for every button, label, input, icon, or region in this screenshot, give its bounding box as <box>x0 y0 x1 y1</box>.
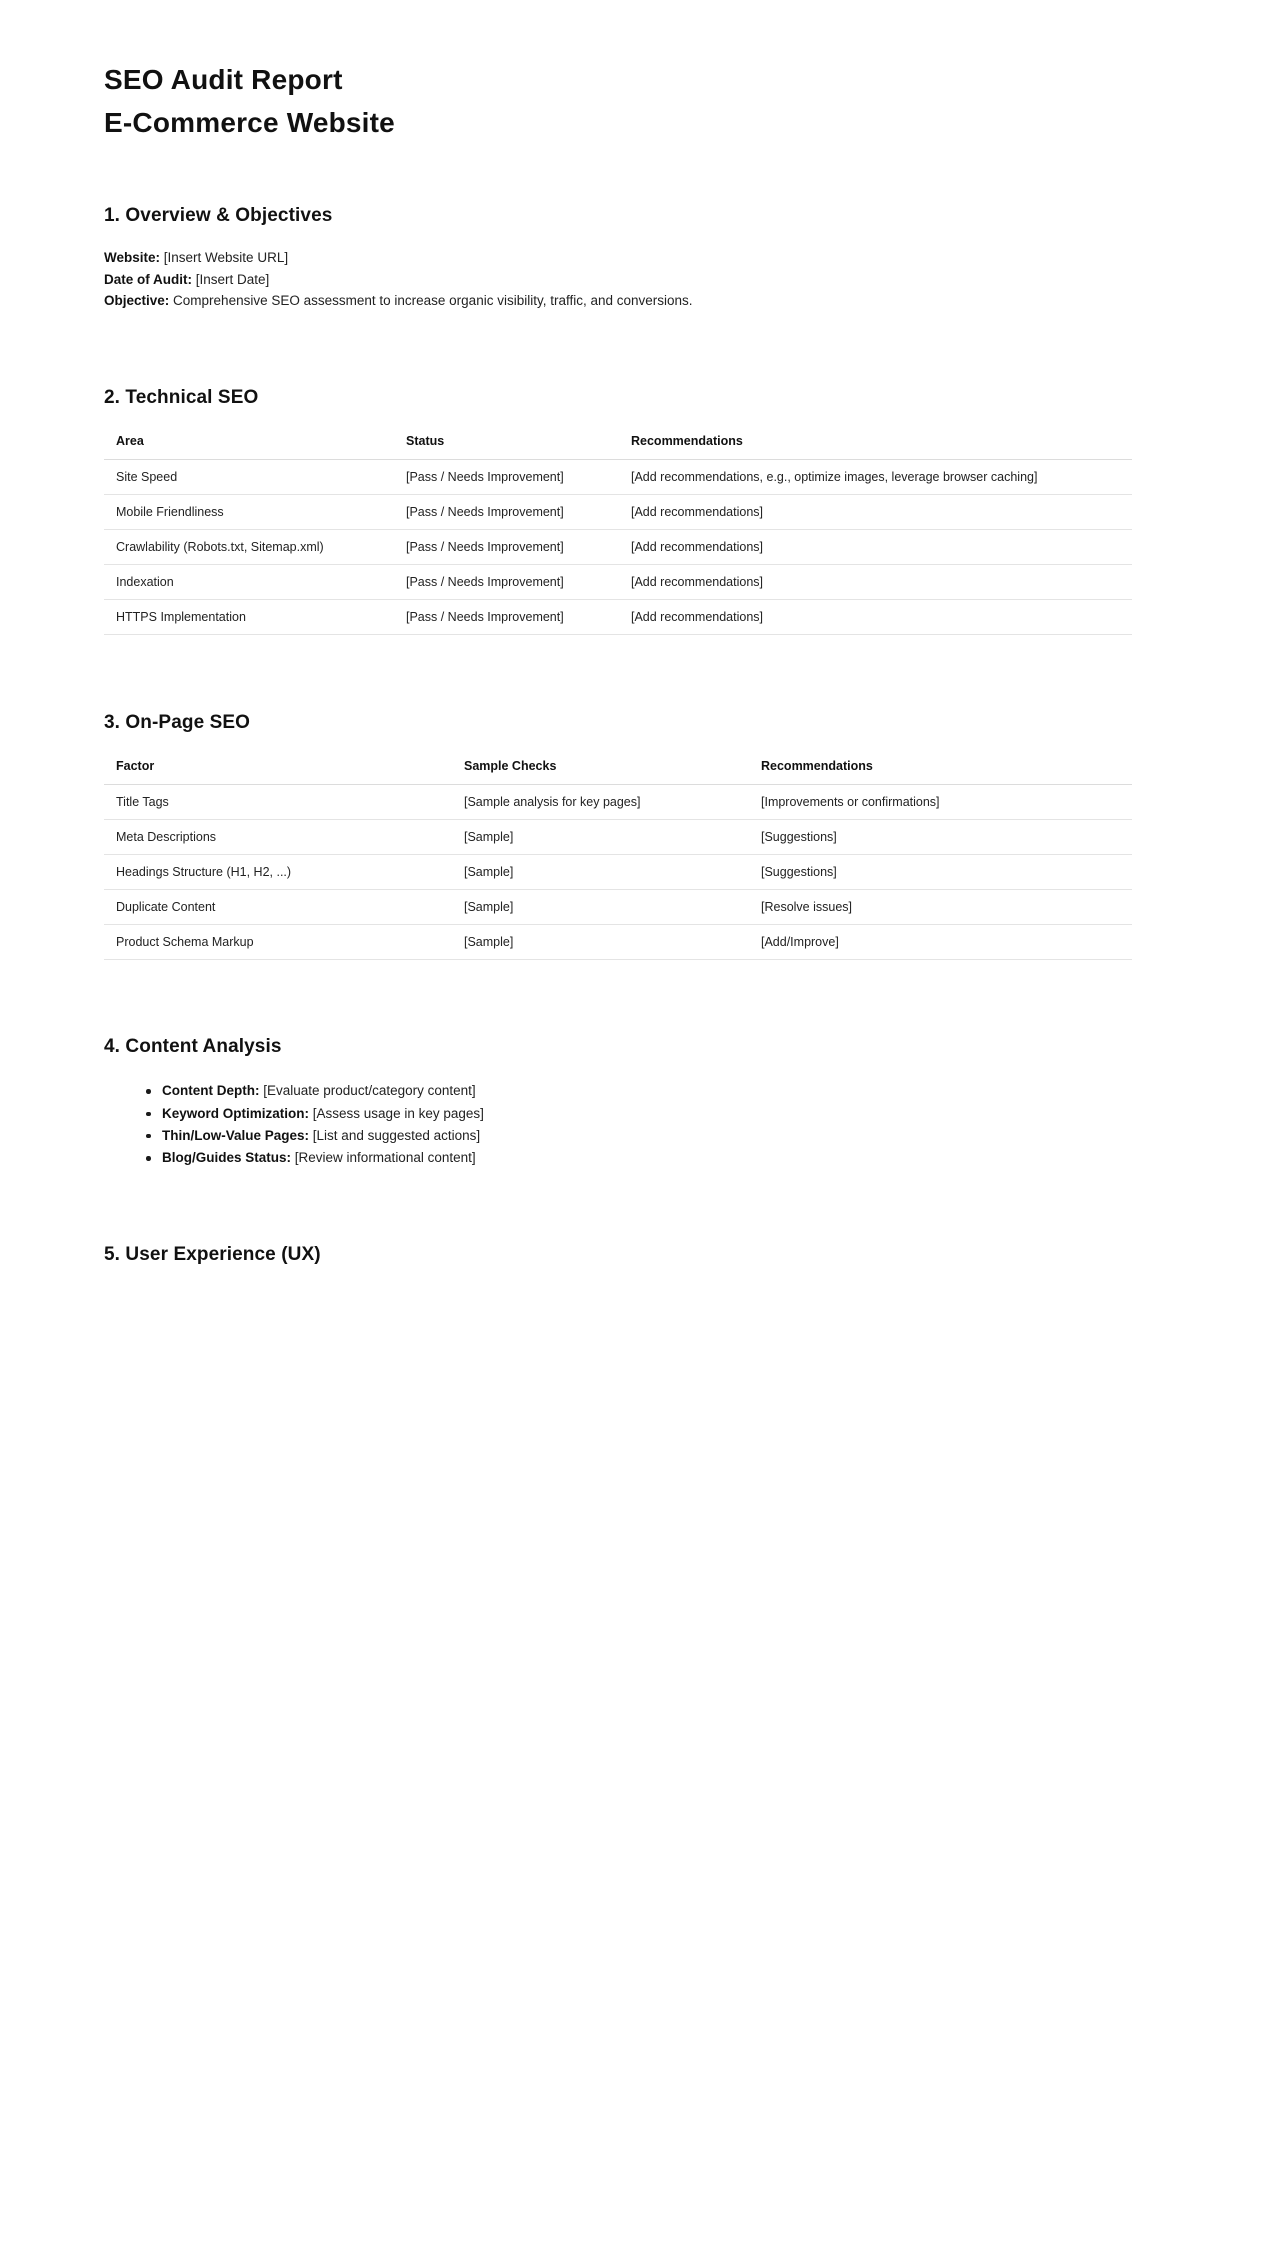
table-row <box>104 925 1132 960</box>
cell-area: Site Speed <box>104 460 394 495</box>
table-row <box>104 495 1132 530</box>
list-item-value: [List and suggested actions] <box>312 1127 481 1143</box>
overview-metadata <box>104 227 1154 313</box>
cell-factor: Meta Descriptions <box>104 820 452 855</box>
column-header-recommendations: Recommendations <box>749 759 1132 785</box>
table-header-row <box>104 434 1132 460</box>
section-heading-content-analysis: 4. Content Analysis <box>104 1036 282 1058</box>
table-row <box>104 600 1132 635</box>
metadata-label-date: Date of Audit: <box>104 271 192 287</box>
table-row <box>104 565 1132 600</box>
cell-area: Mobile Friendliness <box>104 495 394 530</box>
cell-recommendations: [Add recommendations, e.g., optimize images, leverage browser caching] <box>619 460 1132 495</box>
cell-status: [Pass / Needs Improvement] <box>394 460 619 495</box>
section-heading-user-experience: 5. User Experience (UX) <box>104 1244 321 1266</box>
document-title-line-1: SEO Audit Report <box>104 64 343 95</box>
table-row <box>104 530 1132 565</box>
cell-status: [Pass / Needs Improvement] <box>394 530 619 565</box>
table-row <box>104 820 1132 855</box>
list-item-label: Keyword Optimization: <box>162 1105 310 1121</box>
cell-recommendations: [Add recommendations] <box>619 565 1132 600</box>
table-row <box>104 890 1132 925</box>
section-heading-technical-seo: 2. Technical SEO <box>104 387 259 409</box>
list-item <box>146 1147 1154 1169</box>
cell-status: [Pass / Needs Improvement] <box>394 600 619 635</box>
on-page-seo-table-wrapper <box>104 734 1154 960</box>
cell-recommendations: [Add recommendations] <box>619 600 1132 635</box>
cell-area: Crawlability (Robots.txt, Sitemap.xml) <box>104 530 394 565</box>
metadata-row-objective <box>104 290 1154 312</box>
cell-sample-checks: [Sample] <box>452 890 749 925</box>
cell-status: [Pass / Needs Improvement] <box>394 495 619 530</box>
cell-sample-checks: [Sample analysis for key pages] <box>452 785 749 820</box>
cell-recommendations: [Add/Improve] <box>749 925 1132 960</box>
cell-area: HTTPS Implementation <box>104 600 394 635</box>
list-item <box>146 1125 1154 1147</box>
table-row <box>104 855 1132 890</box>
technical-seo-table-wrapper <box>104 409 1154 635</box>
cell-factor: Title Tags <box>104 785 452 820</box>
section-user-experience <box>104 1169 1154 1266</box>
list-item-label: Blog/Guides Status: <box>162 1150 292 1166</box>
cell-recommendations: [Improvements or confirmations] <box>749 785 1132 820</box>
section-heading-overview: 1. Overview & Objectives <box>104 204 333 226</box>
metadata-row-website <box>104 247 1154 269</box>
table-header-row <box>104 759 1132 785</box>
table-row <box>104 785 1132 820</box>
list-item-value: [Review informational content] <box>294 1150 476 1166</box>
content-analysis-list <box>104 1058 1154 1169</box>
cell-recommendations: [Suggestions] <box>749 820 1132 855</box>
section-on-page-seo <box>104 635 1154 960</box>
cell-recommendations: [Suggestions] <box>749 855 1132 890</box>
cell-sample-checks: [Sample] <box>452 820 749 855</box>
section-overview <box>104 141 1154 313</box>
metadata-value-objective: Comprehensive SEO assessment to increase organic visibility, traffic, and conversions. <box>173 293 693 309</box>
column-header-recommendations: Recommendations <box>619 434 1132 460</box>
list-item <box>146 1103 1154 1125</box>
list-item-value: [Evaluate product/category content] <box>263 1083 476 1099</box>
on-page-seo-table <box>104 759 1132 960</box>
cell-area: Indexation <box>104 565 394 600</box>
cell-recommendations: [Add recommendations] <box>619 495 1132 530</box>
column-header-factor: Factor <box>104 759 452 785</box>
metadata-value-date: [Insert Date] <box>195 271 270 287</box>
cell-sample-checks: [Sample] <box>452 855 749 890</box>
list-item-label: Thin/Low-Value Pages: <box>162 1127 310 1143</box>
cell-factor: Product Schema Markup <box>104 925 452 960</box>
metadata-row-date <box>104 269 1154 291</box>
table-row <box>104 460 1132 495</box>
technical-seo-table <box>104 434 1132 635</box>
section-content-analysis <box>104 960 1154 1169</box>
column-header-sample-checks: Sample Checks <box>452 759 749 785</box>
list-item-label: Content Depth: <box>162 1083 260 1099</box>
cell-status: [Pass / Needs Improvement] <box>394 565 619 600</box>
list-item-value: [Assess usage in key pages] <box>312 1105 484 1121</box>
cell-recommendations: [Add recommendations] <box>619 530 1132 565</box>
column-header-area: Area <box>104 434 394 460</box>
metadata-label-objective: Objective: <box>104 293 170 309</box>
section-technical-seo <box>104 312 1154 635</box>
cell-factor: Duplicate Content <box>104 890 452 925</box>
column-header-status: Status <box>394 434 619 460</box>
cell-recommendations: [Resolve issues] <box>749 890 1132 925</box>
section-heading-on-page-seo: 3. On-Page SEO <box>104 712 251 734</box>
list-item <box>146 1080 1154 1102</box>
cell-sample-checks: [Sample] <box>452 925 749 960</box>
metadata-value-website: [Insert Website URL] <box>163 249 289 265</box>
cell-factor: Headings Structure (H1, H2, ...) <box>104 855 452 890</box>
document-content <box>104 62 1154 1266</box>
metadata-label-website: Website: <box>104 249 161 265</box>
document-title-line-2: E-Commerce Website <box>104 106 395 138</box>
